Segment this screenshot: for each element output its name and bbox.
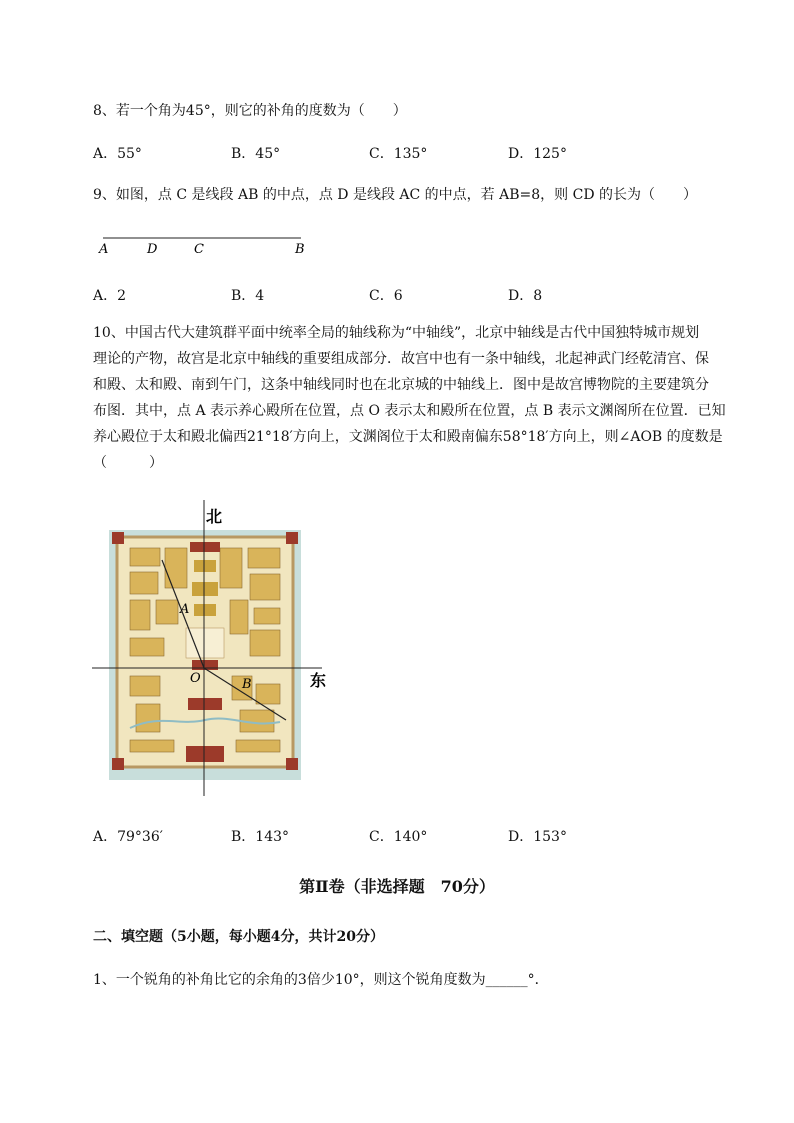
corner-tower-sw — [112, 758, 124, 770]
q10-line-1: 10、中国古代大建筑群平面中统率全局的轴线称为“中轴线”，北京中轴线是古代中国独特城市规划 — [93, 325, 700, 341]
map-label-east: 东 — [310, 671, 327, 690]
q10-option-c[interactable]: C．140° — [369, 829, 428, 845]
q8-option-c[interactable]: C．135° — [369, 146, 428, 162]
q10-line-3: 和殿、太和殿、南到午门，这条中轴线同时也在北京城的中轴线上．图中是故宫博物院的主要建筑分 — [93, 377, 709, 393]
q9-option-c[interactable]: C．6 — [369, 288, 403, 304]
segment-figure — [93, 228, 313, 258]
section2-heading: 二、填空题（5小题，每小题4分，共计20分） — [93, 929, 384, 945]
fill-question-1: 1、一个锐角的补角比它的余角的3倍少10°，则这个锐角度数为______°． — [93, 972, 549, 988]
segment-label-b: B — [295, 242, 305, 257]
map-label-b: B — [242, 677, 252, 692]
corner-tower-ne — [286, 532, 298, 544]
q9-option-a[interactable]: A．2 — [93, 288, 127, 304]
q8-option-d[interactable]: D．125° — [508, 146, 567, 162]
map-label-north: 北 — [206, 507, 223, 526]
forbidden-city-map — [90, 500, 340, 800]
q9-option-b[interactable]: B．4 — [231, 288, 265, 304]
q10-option-a[interactable]: A．79°36′ — [93, 829, 163, 845]
q10-line-5: 养心殿位于太和殿北偏西21°18′方向上，文渊阁位于太和殿南偏东58°18′方向上，则∠AOB 的度数是 — [93, 429, 723, 445]
q10-stem — [93, 320, 753, 476]
map-label-a: A — [180, 602, 190, 617]
q10-line-6: （ ） — [93, 455, 163, 471]
q10-line-2: 理论的产物，故宫是北京中轴线的重要组成部分．故宫中也有一条中轴线，北起神武门经乾清宫、保 — [93, 351, 709, 367]
part2-title: 第Ⅱ卷（非选择题 70分） — [299, 877, 495, 896]
corner-tower-se — [286, 758, 298, 770]
segment-label-d: D — [147, 242, 158, 257]
q9-stem: 9、如图，点 C 是线段 AB 的中点，点 D 是线段 AC 的中点，若 AB=8，则 CD 的长为（ ） — [93, 187, 697, 203]
q10-option-b[interactable]: B．143° — [231, 829, 290, 845]
q8-stem: 8、若一个角为45°，则它的补角的度数为（ ） — [93, 103, 407, 119]
q8-option-a[interactable]: A．55° — [93, 146, 142, 162]
q8-option-b[interactable]: B．45° — [231, 146, 281, 162]
segment-label-a: A — [99, 242, 109, 257]
q9-option-d[interactable]: D．8 — [508, 288, 543, 304]
corner-tower-nw — [112, 532, 124, 544]
q10-option-d[interactable]: D．153° — [508, 829, 567, 845]
segment-label-c: C — [194, 242, 204, 257]
q10-line-4: 布图．其中，点 A 表示养心殿所在位置，点 O 表示太和殿所在位置，点 B 表示文渊阁所在位置．已知 — [93, 403, 726, 419]
map-label-o: O — [190, 671, 201, 686]
